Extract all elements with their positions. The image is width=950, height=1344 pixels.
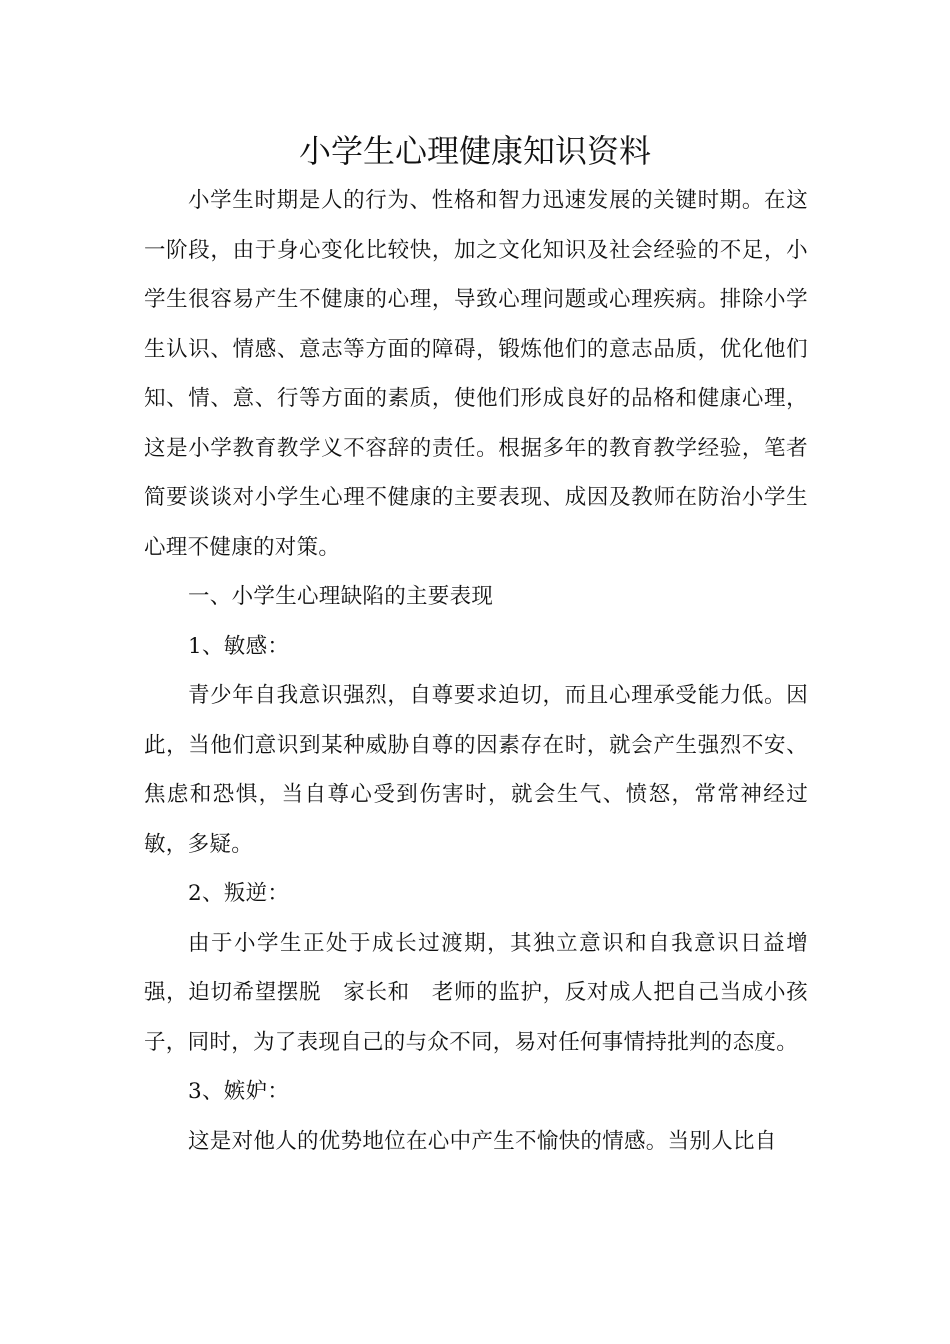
subheading-jealousy: 3、嫉妒： — [188, 1079, 290, 1104]
document-body — [144, 176, 808, 1166]
section-heading: 一、小学生心理缺陷的主要表现 — [188, 584, 494, 609]
jealousy-paragraph: 这是对他人的优势地位在心中产生不愉快的情感。当别人比自 — [188, 1128, 777, 1154]
sensitive-paragraph: 青少年自我意识强烈，自尊要求迫切，而且心理承受能力低。因此，当他们意识到某种威胁自尊的因素存在时，就会产生强烈不安、焦虑和恐惧，当自尊心受到伤害时，就会生气、愤怒，常常神经过敏，多疑。 — [144, 683, 808, 857]
intro-paragraph: 小学生时期是人的行为、性格和智力迅速发展的关键时期。在这一阶段，由于身心变化比较快，加之文化知识及社会经验的不足，小学生很容易产生不健康的心理，导致心理问题或心理疾病。排除小学生认识、情感、意志等方面的障碍，锻炼他们的意志品质，优化他们知、情、意、行等方面的素质，使他们形成良好的品格和健康心理，这是小学教育教学义不容辞的责任。根据多年的教育教学经验，笔者简要谈谈对小学生心理不健康的主要表现、成因及教师在防治小学生心理不健康的对策。 — [144, 188, 808, 560]
document-title: 小学生心理健康知识资料 — [298, 132, 651, 170]
subheading-sensitive: 1、敏感： — [188, 633, 290, 659]
rebellious-paragraph: 由于小学生正处于成长过渡期，其独立意识和自我意识日益增强，迫切希望摆脱 家长和 老师的监护，反对成人把自己当成小孩子，同时，为了表现自己的与众不同，易对任何事情持批判的态度。 — [144, 930, 808, 1055]
subheading-rebellious: 2、叛逆： — [188, 881, 290, 906]
